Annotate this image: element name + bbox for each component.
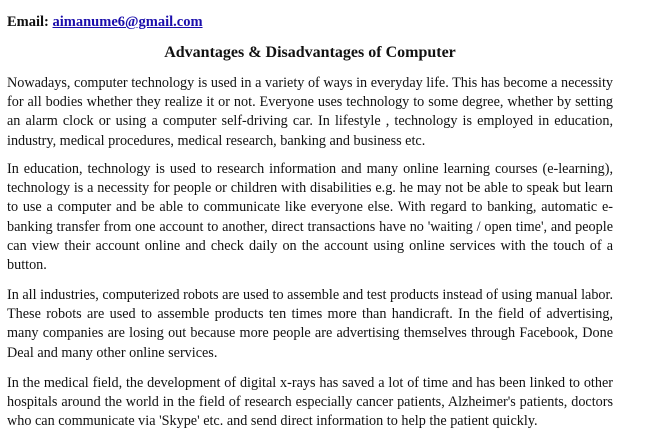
paragraph-medical: In the medical field, the development of digital x-rays has saved a lot of time and has been linked to other hospitals around the world in the field of research especially cancer patients, Alzheimer's patients, doctors who can communicate via 'Skype' etc. and send direct information to help the patient quickly. [7, 375, 613, 430]
paragraph-intro: Nowadays, computer technology is used in a variety of ways in everyday life. This has become a necessity for all bodies whether they realize it or not. Everyone uses technology to some degree, whether by setting an alarm clock or using a computer self-driving car. In lifestyle , technology is employed in education, industry, medical procedures, medical research, banking and business etc. [7, 75, 613, 149]
paragraph-education: In education, technology is used to research information and many online learning courses (e-learning), technology is a necessity for people or children with disabilities e.g. he may not be able to speak but learn to use a computer and be able to communicate like everyone else. With regard to banking, automatic e-banking transfer from one account to another, direct transactions have no 'waiting / open time', and people can view their account online and check daily on the account using online services with the touch of a button. [7, 161, 613, 274]
document-title: Advantages & Disadvantages of Computer [164, 44, 456, 61]
email-label: Email: [7, 14, 49, 30]
paragraph-industry: In all industries, computerized robots are used to assemble and test products instead of using manual labor. These robots are used to assemble products ten times more than handicraft. In the field of advertising, many companies are losing out because more people are advertising themselves through Facebook, Done Deal and many other online services. [7, 287, 613, 361]
email-link[interactable]: aimanume6@gmail.com [52, 14, 203, 30]
email-line [7, 13, 203, 31]
